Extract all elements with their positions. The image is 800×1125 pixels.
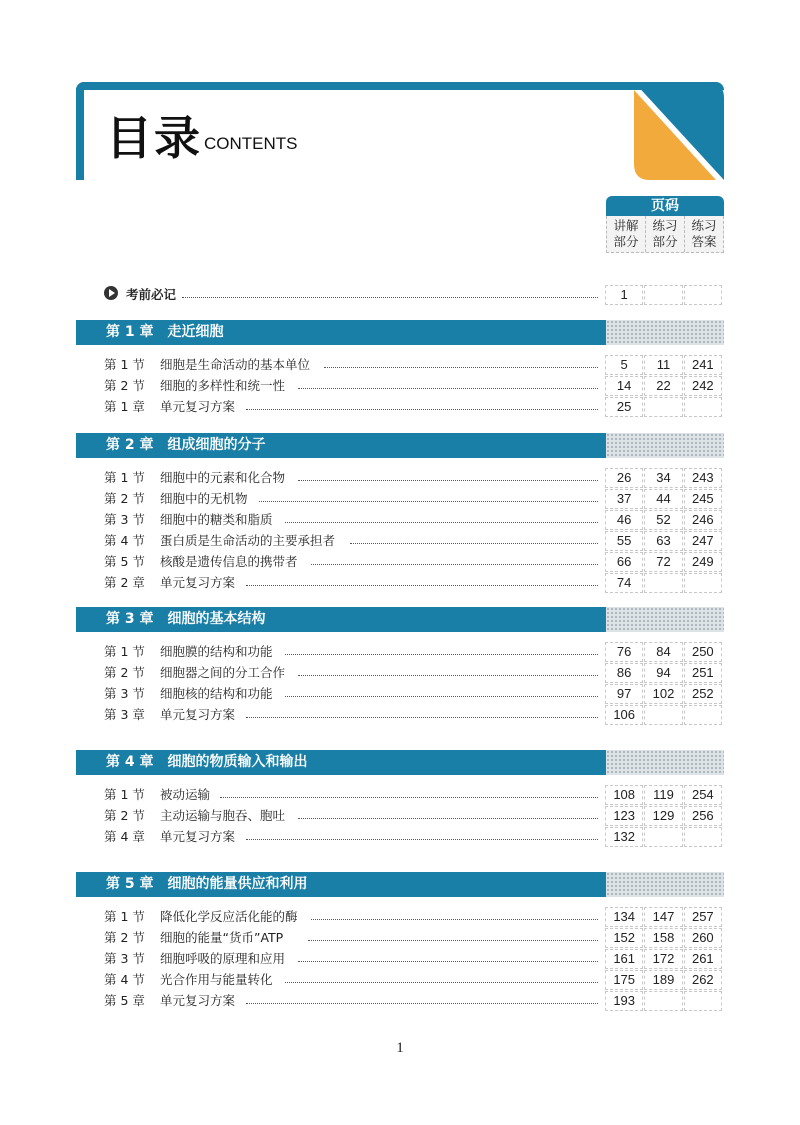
- page-cell: 1: [605, 285, 643, 305]
- page-cell: 189: [644, 970, 682, 990]
- chapter-pattern: [606, 750, 724, 775]
- page-cell: 257: [684, 907, 722, 927]
- toc-row: [104, 992, 235, 1010]
- corner-decoration: [634, 82, 724, 180]
- section-label: 第 1 节: [104, 470, 145, 485]
- page-cell: [644, 705, 682, 725]
- page-cell: 242: [684, 376, 722, 396]
- page-cells: [605, 785, 723, 805]
- chapter-number: 第 5 章: [106, 876, 154, 892]
- page-code-title: 页码: [606, 196, 724, 216]
- dot-leader: [246, 839, 598, 840]
- page-cell: 256: [684, 806, 722, 826]
- section-label: 第 5 章: [104, 993, 145, 1008]
- section-label: 第 4 节: [104, 972, 145, 987]
- page-cells: [605, 552, 723, 572]
- chapter-number: 第 1 章: [106, 324, 154, 340]
- dot-leader: [298, 480, 598, 481]
- toc-row: [104, 511, 273, 529]
- section-title: 被动运输: [160, 787, 211, 802]
- section-label: 第 2 节: [104, 808, 145, 823]
- section-title: 单元复习方案: [160, 707, 236, 722]
- toc-row: [104, 786, 210, 804]
- page-cells: [605, 642, 723, 662]
- page-cell: 246: [684, 510, 722, 530]
- page-cell: 250: [684, 642, 722, 662]
- page-cells: [605, 376, 723, 396]
- dot-leader: [246, 585, 598, 586]
- section-label: 第 1 节: [104, 787, 145, 802]
- section-title: 单元复习方案: [160, 829, 236, 844]
- page-cells: [605, 907, 723, 927]
- page-cell: [684, 285, 722, 305]
- toc-row: [104, 971, 273, 989]
- page-cell: [684, 397, 722, 417]
- col-practice-line2: 部分: [652, 234, 678, 249]
- chapter-pattern: [606, 607, 724, 632]
- page-cell: [684, 705, 722, 725]
- chapter-header: [76, 433, 606, 458]
- chapter-header: [76, 607, 606, 632]
- section-label: 第 2 章: [104, 575, 145, 590]
- chapter-title: 组成细胞的分子: [167, 437, 266, 453]
- dot-leader: [285, 522, 598, 523]
- section-title: 细胞是生命活动的基本单位: [160, 357, 311, 372]
- page-cell: 129: [644, 806, 682, 826]
- page-cell: 261: [684, 949, 722, 969]
- page-cell: [644, 397, 682, 417]
- page-subtitle: CONTENTS: [204, 134, 298, 153]
- page-cell: 147: [644, 907, 682, 927]
- page-cell: 84: [644, 642, 682, 662]
- page-cells: [605, 573, 723, 593]
- col-answers-line1: 练习: [691, 218, 717, 233]
- section-title: 细胞中的糖类和脂质: [160, 512, 273, 527]
- page-cells: [605, 468, 723, 488]
- page-cell: 245: [684, 489, 722, 509]
- section-title: 核酸是遗传信息的携带者: [160, 554, 298, 569]
- toc-row: [104, 377, 285, 395]
- section-label: 第 5 节: [104, 554, 145, 569]
- page-cell: 86: [605, 663, 643, 683]
- dot-leader: [298, 818, 598, 819]
- page-cell: 97: [605, 684, 643, 704]
- page-cell: 76: [605, 642, 643, 662]
- toc-row: [104, 929, 283, 947]
- toc-row: [104, 950, 285, 968]
- play-icon: [104, 286, 118, 300]
- page-cell: [684, 827, 722, 847]
- page-cell: 262: [684, 970, 722, 990]
- toc-row: [104, 356, 310, 374]
- page-title: 目录: [106, 111, 202, 165]
- section-label: 第 3 节: [104, 686, 145, 701]
- page-cells: [605, 531, 723, 551]
- section-title: 蛋白质是生命活动的主要承担者: [160, 533, 336, 548]
- page-cell: 161: [605, 949, 643, 969]
- chapter-header: [76, 320, 606, 345]
- dot-leader: [311, 919, 598, 920]
- chapter-pattern: [606, 872, 724, 897]
- page-cell: 123: [605, 806, 643, 826]
- header-top-bar: [76, 82, 724, 90]
- dot-leader: [285, 982, 598, 983]
- page-number: 1: [396, 1040, 404, 1056]
- col-lecture-line1: 讲解: [613, 218, 639, 233]
- header-frame: [76, 82, 724, 180]
- chapter-header: [76, 750, 606, 775]
- section-label: 第 4 节: [104, 533, 145, 548]
- page-cells: [605, 510, 723, 530]
- toc-row: [104, 490, 248, 508]
- page-cell: 132: [605, 827, 643, 847]
- page-cells: [605, 970, 723, 990]
- toc-row: [104, 553, 298, 571]
- dot-leader: [246, 1003, 598, 1004]
- page-cell: [644, 827, 682, 847]
- page-cell: [684, 991, 722, 1011]
- toc-row: [104, 706, 235, 724]
- page-cell: 152: [605, 928, 643, 948]
- dot-leader: [220, 797, 598, 798]
- page-cells: [605, 827, 723, 847]
- page-cell: 241: [684, 355, 722, 375]
- page-cell: 63: [644, 531, 682, 551]
- section-title: 细胞的多样性和统一性: [160, 378, 286, 393]
- section-title: 细胞中的元素和化合物: [160, 470, 286, 485]
- page-cell: 102: [644, 684, 682, 704]
- page-code-legend: [606, 196, 724, 253]
- section-label: 第 2 节: [104, 930, 145, 945]
- dot-leader: [285, 654, 598, 655]
- toc-row: [104, 807, 285, 825]
- page-cells: [605, 806, 723, 826]
- page-cell: 14: [605, 376, 643, 396]
- dot-leader: [298, 388, 598, 389]
- col-practice-line1: 练习: [652, 218, 678, 233]
- page-cell: 5: [605, 355, 643, 375]
- page-cell: 243: [684, 468, 722, 488]
- toc-row: [104, 908, 298, 926]
- page-cell: 247: [684, 531, 722, 551]
- page-cell: 254: [684, 785, 722, 805]
- page-cell: 22: [644, 376, 682, 396]
- section-title: 单元复习方案: [160, 399, 236, 414]
- page-cells: [605, 489, 723, 509]
- dot-leader: [311, 564, 598, 565]
- page-cells: [605, 397, 723, 417]
- section-label: 第 3 节: [104, 512, 145, 527]
- page-cell: 251: [684, 663, 722, 683]
- chapter-pattern: [606, 433, 724, 458]
- section-label: 第 2 节: [104, 491, 145, 506]
- page-cell: 44: [644, 489, 682, 509]
- col-lecture: [607, 216, 645, 252]
- dot-leader: [298, 675, 598, 676]
- page-cell: 52: [644, 510, 682, 530]
- page-cell: 55: [605, 531, 643, 551]
- dot-leader: [182, 297, 598, 298]
- chapter-title: 细胞的物质输入和输出: [167, 754, 308, 770]
- chapter-number: 第 2 章: [106, 437, 154, 453]
- section-title: 单元复习方案: [160, 575, 236, 590]
- section-title: 细胞器之间的分工合作: [160, 665, 286, 680]
- page-cell: 26: [605, 468, 643, 488]
- toc-row: [104, 532, 335, 550]
- section-title: 细胞中的无机物: [160, 491, 248, 506]
- page-cell: 34: [644, 468, 682, 488]
- dot-leader: [324, 367, 598, 368]
- page-cell: 172: [644, 949, 682, 969]
- page-cell: [644, 991, 682, 1011]
- page-cell: 249: [684, 552, 722, 572]
- chapter-header: [76, 872, 606, 897]
- page-cells: [605, 949, 723, 969]
- toc-row: [104, 469, 285, 487]
- page-cell: 25: [605, 397, 643, 417]
- section-label: 第 2 节: [104, 665, 145, 680]
- page-cell: 158: [644, 928, 682, 948]
- toc-row: [104, 643, 273, 661]
- section-label: 第 1 节: [104, 357, 145, 372]
- page-cell: 193: [605, 991, 643, 1011]
- section-title: 单元复习方案: [160, 993, 236, 1008]
- page-cell: [644, 573, 682, 593]
- chapter-pattern: [606, 320, 724, 345]
- section-title: 光合作用与能量转化: [160, 972, 273, 987]
- page-cells: [605, 663, 723, 683]
- page-cell: 94: [644, 663, 682, 683]
- page-cells: [605, 684, 723, 704]
- section-label: 第 3 章: [104, 707, 145, 722]
- dot-leader: [350, 543, 598, 544]
- section-title: 细胞膜的结构和功能: [160, 644, 273, 659]
- col-lecture-line2: 部分: [613, 234, 639, 249]
- page-cell: 252: [684, 684, 722, 704]
- page-cell: 74: [605, 573, 643, 593]
- dot-leader: [259, 501, 598, 502]
- toc-row: [104, 664, 285, 682]
- toc-row: [104, 828, 235, 846]
- section-label: 第 4 章: [104, 829, 145, 844]
- dot-leader: [246, 717, 598, 718]
- page-cells: [605, 285, 723, 305]
- col-practice: [645, 216, 684, 252]
- page-cells: [605, 355, 723, 375]
- section-label: 第 1 节: [104, 644, 145, 659]
- page-cell: 119: [644, 785, 682, 805]
- dot-leader: [298, 961, 598, 962]
- chapter-number: 第 3 章: [106, 611, 154, 627]
- page-cell: 106: [605, 705, 643, 725]
- toc-row: [104, 685, 273, 703]
- section-title: 主动运输与胞吞、胞吐: [160, 808, 286, 823]
- section-label: 第 3 节: [104, 951, 145, 966]
- section-label: 第 1 节: [104, 909, 145, 924]
- page-cell: [684, 573, 722, 593]
- page-cell: 108: [605, 785, 643, 805]
- page-cell: 134: [605, 907, 643, 927]
- page-cell: 11: [644, 355, 682, 375]
- page-cell: 260: [684, 928, 722, 948]
- section-title: 细胞呼吸的原理和应用: [160, 951, 286, 966]
- page-cells: [605, 991, 723, 1011]
- chapter-title: 细胞的能量供应和利用: [167, 876, 308, 892]
- page-cell: 66: [605, 552, 643, 572]
- section-title: 细胞的能量“货币”ATP: [160, 930, 284, 945]
- page-cells: [605, 705, 723, 725]
- dot-leader: [285, 696, 598, 697]
- col-answers: [684, 216, 723, 252]
- intro-row: [104, 286, 176, 304]
- page-cell: [644, 285, 682, 305]
- page-cell: 72: [644, 552, 682, 572]
- section-title: 降低化学反应活化能的酶: [160, 909, 298, 924]
- page-cell: 175: [605, 970, 643, 990]
- chapter-title: 走近细胞: [167, 324, 224, 340]
- section-title: 细胞核的结构和功能: [160, 686, 273, 701]
- col-answers-line2: 答案: [691, 234, 717, 249]
- toc-row: [104, 574, 235, 592]
- dot-leader: [246, 409, 598, 410]
- chapter-number: 第 4 章: [106, 754, 154, 770]
- intro-label: 考前必记: [126, 287, 177, 302]
- section-label: 第 2 节: [104, 378, 145, 393]
- page-cells: [605, 928, 723, 948]
- dot-leader: [308, 940, 599, 941]
- chapter-title: 细胞的基本结构: [167, 611, 266, 627]
- toc-row: [104, 398, 235, 416]
- section-label: 第 1 章: [104, 399, 145, 414]
- page-cell: 46: [605, 510, 643, 530]
- header-left-bar: [76, 82, 84, 180]
- page-cell: 37: [605, 489, 643, 509]
